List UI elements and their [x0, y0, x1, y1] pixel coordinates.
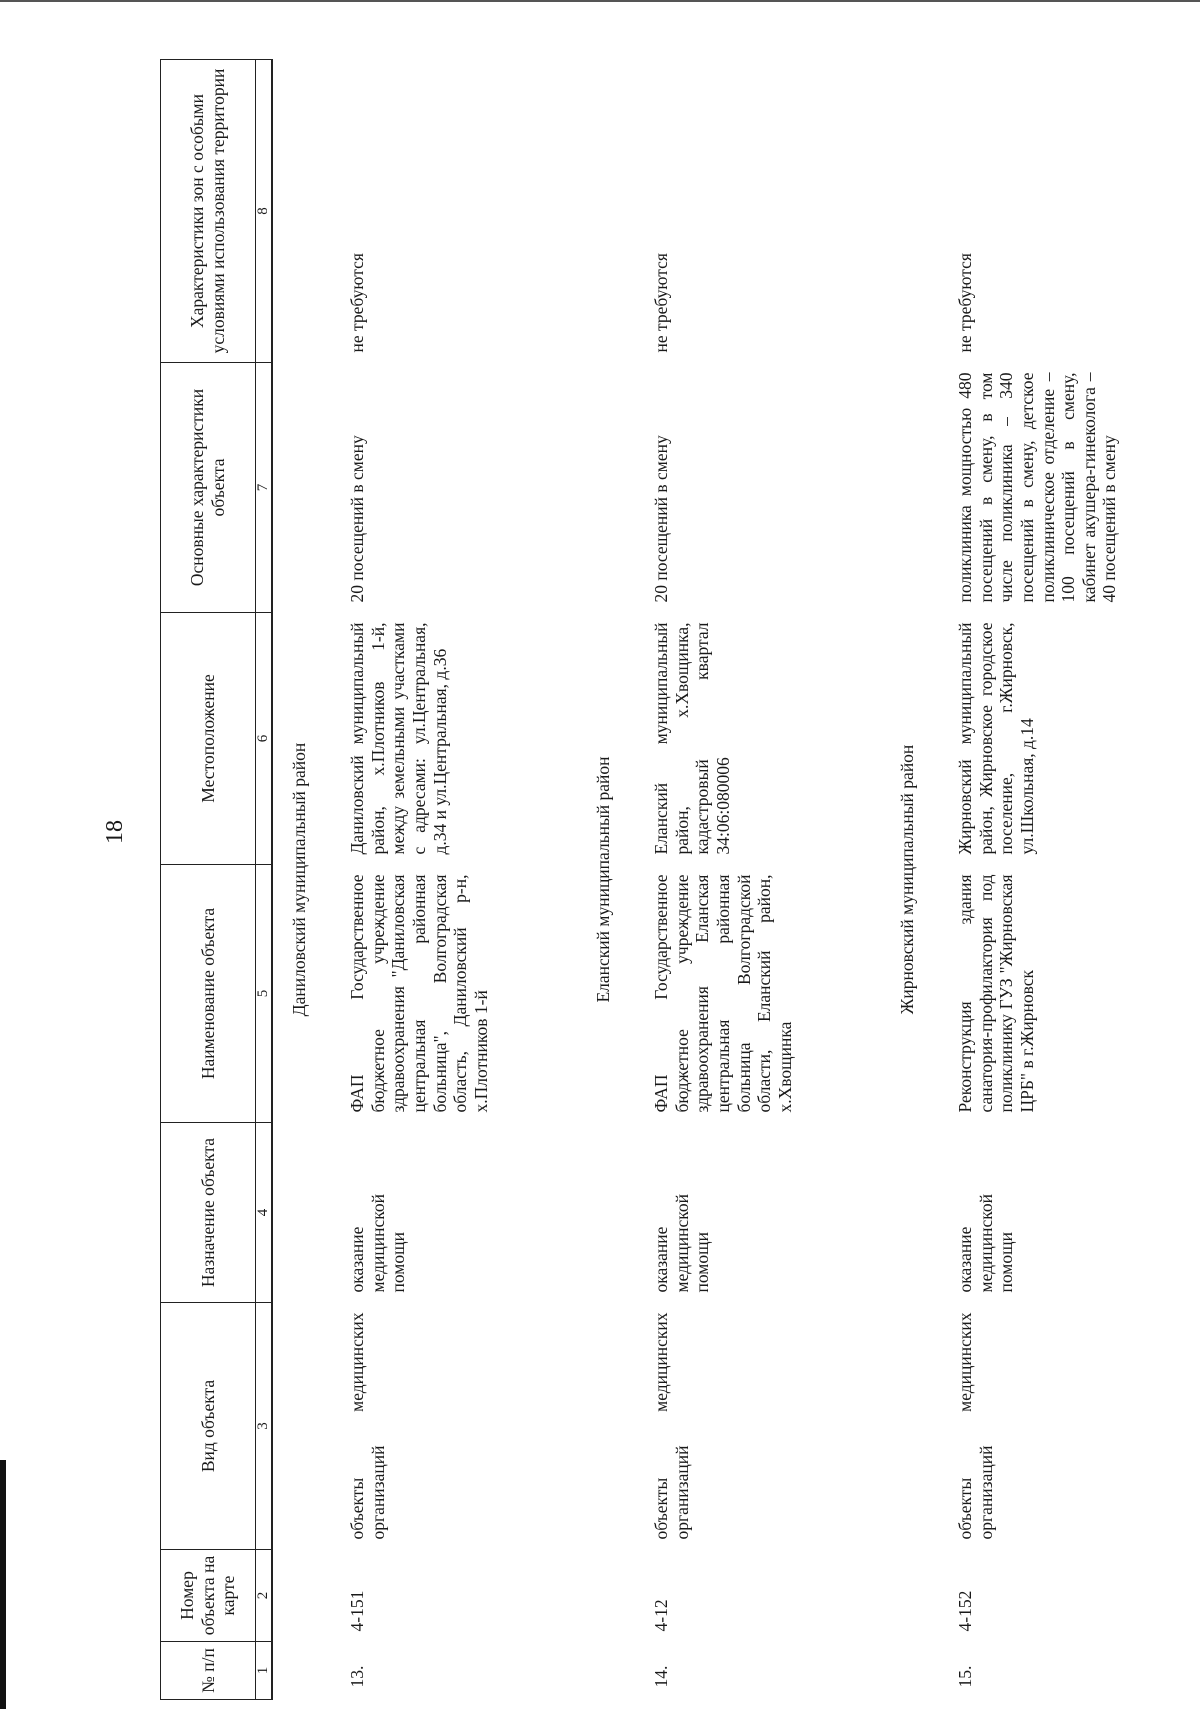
row-number: 15. [955, 1665, 975, 1688]
column-number: 4 [256, 1123, 273, 1303]
district-row [577, 60, 629, 1700]
column-number: 5 [256, 865, 273, 1123]
object-type: объекты медицинских организаций [651, 1312, 692, 1540]
column-number: 1 [256, 1642, 273, 1700]
header-cell: № п/п [161, 1642, 256, 1700]
scan-top-border [0, 0, 1200, 2]
table-row [325, 60, 577, 1700]
row-number: 13. [347, 1665, 367, 1688]
object-name: ФАП Государственное бюджетное учреждение здравоохранения "Даниловская центральная районная больница", Волгоградская область, Даниловский р-н, х.Плотников 1-й [347, 874, 491, 1113]
district-row [272, 60, 325, 1700]
table-row [629, 60, 881, 1700]
header-cell: Номер объекта на карте [161, 1550, 256, 1642]
object-name: ФАП Государственное бюджетное учреждение здравоохранения Еланская центральная районная больница Волгоградской области, Еланский район, х.Хвощинка [651, 874, 795, 1113]
object-characteristics: 20 посещений в смену [347, 435, 367, 603]
object-characteristics: 20 посещений в смену [651, 435, 671, 603]
zone-characteristics: не требуются [347, 253, 367, 353]
district-heading: Жирновский муниципальный район [897, 744, 917, 1015]
object-type: объекты медицинских организаций [347, 1312, 388, 1540]
object-name: Реконструкция здания санатория-профилактория под поликлинику ГУЗ "Жирновская ЦРБ" в г.Жирновск [955, 874, 1037, 1113]
district-heading: Еланский муниципальный район [593, 756, 613, 1003]
table-row [933, 60, 1185, 1700]
header-cell: Назначение объекта [161, 1123, 256, 1303]
objects-table [160, 59, 1185, 1700]
object-location: Жирновский муниципальный район, Жирновское городское поселение, г.Жирновск, ул.Школьная, д.14 [955, 622, 1037, 855]
header-cell: Местоположение [161, 613, 256, 865]
object-purpose: оказание медицинской помощи [347, 1194, 409, 1293]
table-body [272, 60, 1185, 1700]
header-cell: Наименование объекта [161, 865, 256, 1123]
object-characteristics: поликлиника мощностью 480 посещений в смену, в том числе поликлиника – 340 посещений в смену, детское поликлиническое отделение – 100 посещений в смену, кабинет акушера-гинеколога – 40 посещений в смену [955, 372, 1120, 603]
scan-left-edge [0, 1460, 6, 1709]
zone-characteristics: не требуются [955, 253, 975, 353]
table-header [161, 60, 273, 1700]
district-row [881, 60, 933, 1700]
map-id: 4-151 [347, 1590, 367, 1632]
map-id: 4-12 [651, 1599, 671, 1632]
object-purpose: оказание медицинской помощи [955, 1194, 1017, 1293]
object-location: Даниловский муниципальный район, х.Плотников 1-й, между земельными участками с адресами: ул.Центральная, д.34 и ул.Центральная, д.36 [347, 622, 450, 855]
zone-characteristics: не требуются [651, 253, 671, 353]
district-heading: Даниловский муниципальный район [289, 742, 309, 1017]
column-number: 2 [256, 1550, 273, 1642]
header-cell: Основные характеристики объекта [161, 363, 256, 613]
object-purpose: оказание медицинской помощи [651, 1194, 713, 1293]
rotated-document-page [160, 60, 1180, 1700]
page-number: 18 [102, 820, 128, 844]
object-type: объекты медицинских организаций [955, 1312, 996, 1540]
column-number: 3 [256, 1303, 273, 1550]
header-cell: Характеристики зон с особыми условиями использования территории [161, 60, 256, 363]
header-cell: Вид объекта [161, 1303, 256, 1550]
map-id: 4-152 [955, 1590, 975, 1632]
row-number: 14. [651, 1665, 671, 1688]
column-number: 8 [256, 60, 273, 363]
column-number: 7 [256, 363, 273, 613]
object-location: Еланский муниципальный район, х.Хвощинка, кадастровый квартал 34:06:080006 [651, 622, 733, 855]
column-number: 6 [256, 613, 273, 865]
